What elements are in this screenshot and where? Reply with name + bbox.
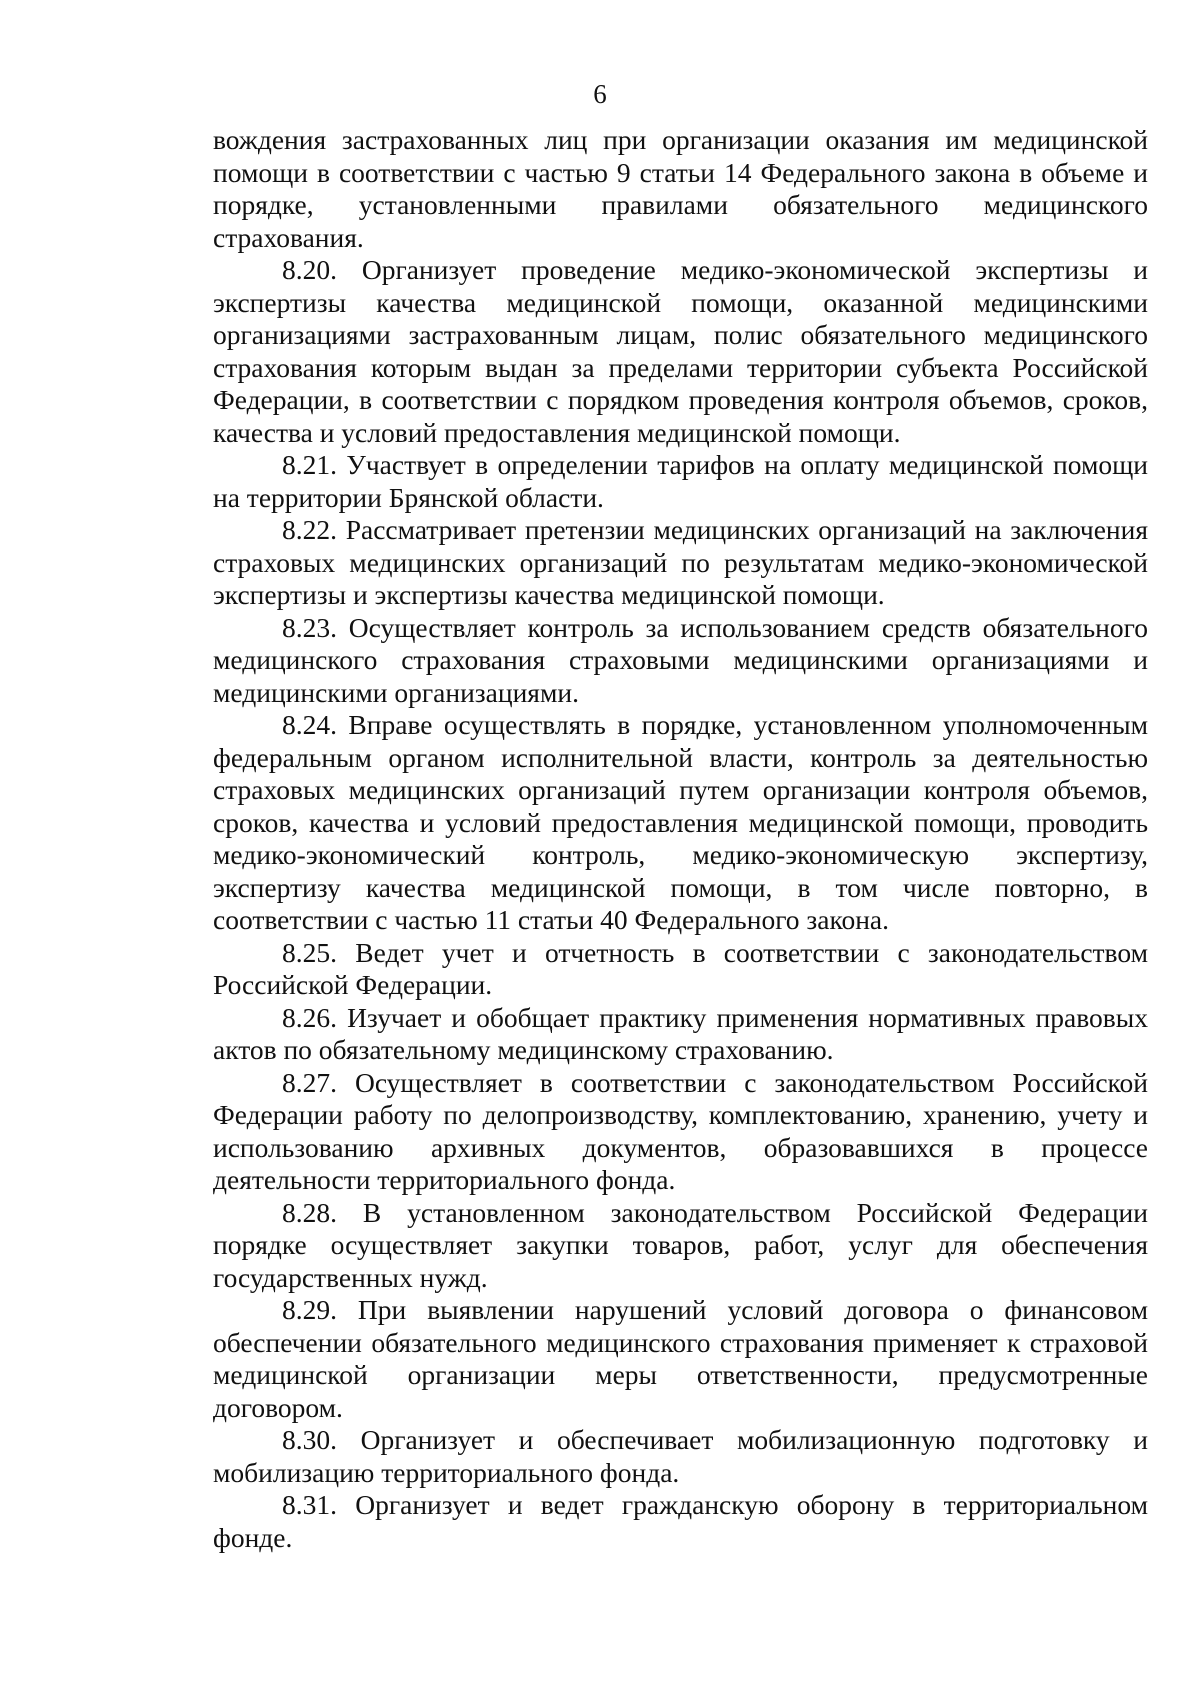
document-body — [213, 124, 1148, 1554]
paragraph-8-20: 8.20. Организует проведение медико-экономической экспертизы и экспертизы качества медицинской помощи, оказанной медицинскими организациями застрахованным лицам, полис обязательного медицинского страхования которым выдан за пределами территории субъекта Российской Федерации, в соответствии с порядком проведения контроля объемов, сроков, качества и условий предоставления медицинской помощи. — [213, 254, 1148, 448]
paragraph-8-26: 8.26. Изучает и обобщает практику применения нормативных правовых актов по обязательному медицинскому страхованию. — [213, 1001, 1148, 1065]
paragraph-8-31: 8.31. Организует и ведет гражданскую оборону в территориальном фонде. — [213, 1489, 1148, 1553]
paragraph-8-28: 8.28. В установленном законодательством Российской Федерации порядке осуществляет закупки товаров, работ, услуг для обеспечения государственных нужд. — [213, 1196, 1148, 1293]
page-number: 6 — [593, 79, 607, 109]
paragraph-8-21: 8.21. Участвует в определении тарифов на оплату медицинской помощи на территории Брянской области. — [213, 449, 1148, 513]
paragraph-8-22: 8.22. Рассматривает претензии медицинских организаций на заключения страховых медицинских организаций по результатам медико-экономической экспертизы и экспертизы качества медицинской помощи. — [213, 514, 1148, 610]
paragraph-8-25: 8.25. Ведет учет и отчетность в соответствии с законодательством Российской Федерации. — [213, 936, 1148, 1000]
paragraph-continuation: вождения застрахованных лиц при организации оказания им медицинской помощи в соответствии с частью 9 статьи 14 Федерального закона в объеме и порядке, установленными правилами обязательного медицинского страхования. — [213, 124, 1148, 253]
paragraph-8-23: 8.23. Осуществляет контроль за использованием средств обязательного медицинского страхования страховыми медицинскими организациями и медицинскими организациями. — [213, 611, 1148, 708]
paragraph-8-24: 8.24. Вправе осуществлять в порядке, установленном уполномоченным федеральным органом исполнительной власти, контроль за деятельностью страховых медицинских организаций путем организации контроля объемов, сроков, качества и условий предоставления медицинской помощи, проводить медико-экономический контроль, медико-экономическую экспертизу, экспертизу качества медицинской помощи, в том числе повторно, в соответствии с частью 11 статьи 40 Федерального закона. — [213, 709, 1148, 935]
paragraph-8-30: 8.30. Организует и обеспечивает мобилизационную подготовку и мобилизацию территориального фонда. — [213, 1424, 1148, 1488]
paragraph-8-29: 8.29. При выявлении нарушений условий договора о финансовом обеспечении обязательного медицинского страхования применяет к страховой медицинской организации меры ответственности, предусмотренные договором. — [213, 1294, 1148, 1423]
paragraph-8-27: 8.27. Осуществляет в соответствии с законодательством Российской Федерации работу по делопроизводству, комплектованию, хранению, учету и использованию архивных документов, образовавшихся в процессе деятельности территориального фонда. — [213, 1066, 1148, 1195]
